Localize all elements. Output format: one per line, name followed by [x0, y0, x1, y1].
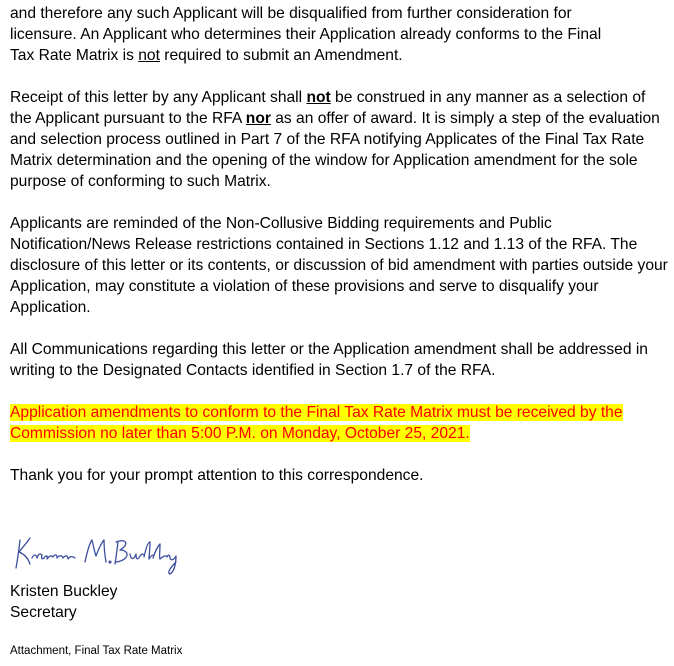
para2-seg1: Receipt of this letter by any Applicant shall	[10, 89, 307, 106]
para1-line3-pre: Tax Rate Matrix is	[10, 47, 139, 64]
paragraph-thanks: Thank you for your prompt attention to this correspondence.	[10, 467, 424, 484]
para1-line1: and therefore any such Applicant will be disqualified from further consideration for	[10, 5, 572, 22]
emphasis-not: not	[138, 47, 160, 64]
para2-seg2: be construed in any manner as a selection of the Applicant pursuant to the RFA	[10, 89, 646, 127]
handwritten-signature	[10, 528, 210, 576]
para2-seg3: as an offer of award. It is simply a step of the evaluation and selection process outlined in Part 7 of the RFA notifying Applicates of the Final Tax Rate Matrix determination and the opening of the window for Application amendment for the sole purpose of conforming to such Matrix.	[10, 110, 660, 190]
signatory-block	[10, 581, 117, 623]
signature-text: Kristen M. Buckley	[10, 575, 18, 576]
signatory-title: Secretary	[10, 604, 77, 621]
deadline-highlight: Application amendments to conform to the Final Tax Rate Matrix must be received by the Commission no later than 5:00 P.M. on Monday, October 25, 2021.	[10, 404, 623, 442]
paragraph-deadline	[10, 402, 670, 444]
para1-line3-post: required to submit an Amendment.	[159, 47, 403, 64]
paragraph-communications: All Communications regarding this letter or the Application amendment shall be addressed in writing to the Designated Contacts identified in Section 1.7 of the RFA.	[10, 341, 648, 379]
paragraph-non-collusive: Applicants are reminded of the Non-Collusive Bidding requirements and Public Notification/News Release restrictions contained in Sections 1.12 and 1.13 of the RFA. The disclosure of this letter or its contents, or discussion of bid amendment with parties outside your Application, may constitute a violation of these provisions and serve to disqualify your Application.	[10, 215, 668, 316]
signatory-name: Kristen Buckley	[10, 583, 118, 600]
para1-line2: licensure. An Applicant who determines their Application already conforms to the Final	[10, 26, 602, 43]
emphasis-nor-bold: nor	[245, 110, 271, 127]
paragraph-disqualification	[10, 3, 670, 66]
attachment-note: Attachment, Final Tax Rate Matrix	[10, 645, 183, 657]
paragraph-receipt	[10, 87, 670, 192]
emphasis-not-bold: not	[306, 89, 331, 106]
letter-body	[10, 3, 670, 486]
